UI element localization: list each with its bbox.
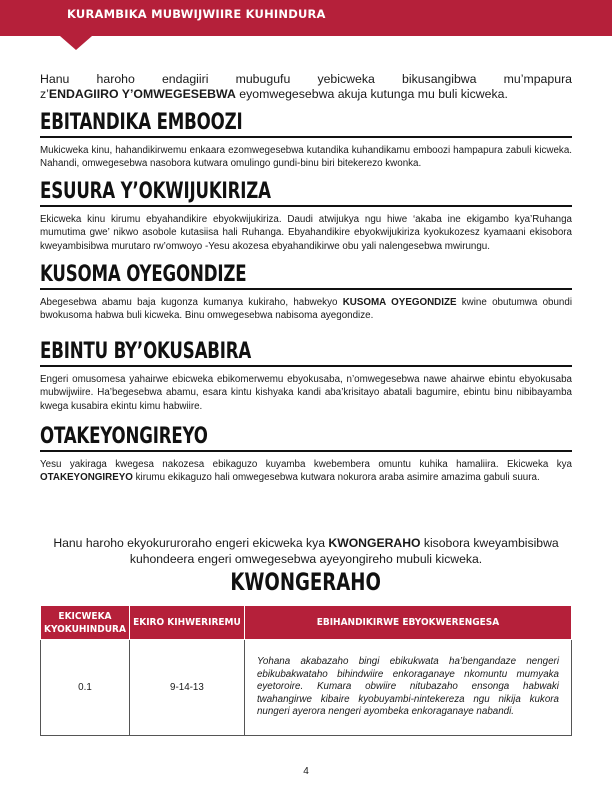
- section-heading: EBITANDIKA EMBOOZI: [40, 110, 243, 135]
- section-body: [40, 458, 572, 485]
- body-bold-term: OTAKEYONGIREYO: [40, 472, 133, 484]
- cell-section: 0.1: [41, 640, 130, 736]
- section-ebintu-by-okusabira: [40, 339, 572, 413]
- intro-suffix: eyomwegesebwa akuja kutunga mu buli kicweka.: [235, 87, 508, 101]
- header-banner: [0, 0, 612, 36]
- section-ebitandika-emboozi: [40, 110, 572, 171]
- table-row: [41, 640, 572, 736]
- table-header-row: [41, 606, 572, 640]
- section-kusoma-oyegondize: [40, 262, 572, 323]
- section-heading: OTAKEYONGIREYO: [40, 424, 208, 449]
- closing-prefix: Hanu haroho ekyokururoraho engeri ekicweka kya: [53, 536, 329, 550]
- section-divider: [40, 136, 572, 138]
- section-divider: [40, 288, 572, 290]
- body-prefix: Abegesebwa abamu baja kugonza kumanya kukiraho, habwekyo: [40, 297, 343, 308]
- section-body: Mukicweka kinu, hahandikirwemu enkaara ezomwegesebwa kutandika kuhandikamu emboozi hampapura zabuli kicweka. Nahandi, omwegesebwa nasobora kutwara omulingo gundi-binu biri bitekerezo kwonka.: [40, 145, 572, 170]
- section-heading: EBINTU BY’OKUSABIRA: [40, 339, 252, 364]
- intro-line-2: [40, 87, 508, 101]
- kwongeraho-title: KWONGERAHO: [230, 568, 382, 596]
- kwongeraho-table: [40, 605, 572, 736]
- closing-bold-term: KWONGERAHO: [328, 536, 421, 550]
- column-header-date: EKIRO KIHWERIREMU: [129, 606, 244, 640]
- page-number: 4: [303, 766, 309, 777]
- body-suffix: kirumu ekikaguzo hali omwegesebwa kutwara nokurora araba asimire amazima gabuli suura.: [132, 472, 540, 484]
- intro-line-1: Hanu haroho endagiiri mubugufu yebicweka bikusangibwa mu’mpapura: [40, 72, 572, 86]
- section-otakeyongireyo: [40, 424, 572, 485]
- closing-paragraph: [40, 536, 572, 567]
- body-suffix: kwine obutumwa obundi bwokusoma habwa buli kicweka. Binu omwegesebwa nabisoma ayegondize.: [40, 297, 572, 322]
- section-divider: [40, 365, 572, 367]
- column-header-section: EKICWEKA KYOKUHINDURA: [41, 606, 130, 640]
- closing-suffix: kisobora kweyambisibwa kuhondeera engeri omwegesebwa ayeyongireho mubuli kicweka.: [129, 536, 559, 566]
- cell-note: Yohana akabazaho bingi ebikukwata ha’bengandaze nengeri ebikubakwataho bihindwiire enkoraganaye nkomuntu mumyaka eyetoroire. Kumara obwiire nitubazaho ensonga habwaki twahangirwe kibaire kyobuyambi-nintekereza ngu nikija kukora nungeri ayerora nengeri ayombeka enkoraganaye nabandi.: [244, 640, 571, 736]
- column-header-notes: EBIHANDIKIRWE EBYOKWERENGESA: [244, 606, 571, 640]
- section-body: Engeri omusomesa yahairwe ebicweka ebikomerwemu ebyokusaba, n’omwegesebwa nawe ahairwe ebintu ebyokusaba mubwijwiire. Ha’begesebwa abamu, esara kintu kishyaka kandi aba’krisitayo abatali bagumire, ebintu binu nibibayamba kwega kusabira ekintu kimu habwiire.: [40, 374, 572, 412]
- intro-prefix: z’: [40, 87, 49, 101]
- kwongeraho-title-wrap: [0, 569, 612, 595]
- section-divider: [40, 205, 572, 207]
- banner-title: KURAMBIKA MUBWIJWIIRE KUHINDURA: [67, 7, 326, 21]
- section-body: [40, 296, 572, 323]
- section-body: Ekicweka kinu kirumu ebyahandikire ebyokwijukiriza. Daudi atwijukya ngu hiwe ‘akaba ine ekigambo kya’Ruhanga mumutima gwe’ nikwo asobole kutasiisa hali Ruhanga. Ebyahandikire ebyokwijukiriza kyokukozesz kyamaani ekisobora kweyambisibwa murutaro rw’omwoyo -Yesu akozesa ebyahandikirwe obu yali nalengesebwa mwirungu.: [40, 214, 572, 252]
- section-divider: [40, 450, 572, 452]
- intro-paragraph: [40, 72, 572, 102]
- section-heading: KUSOMA OYEGONDIZE: [40, 262, 247, 287]
- intro-bold-term: ENDAGIIRO Y’OMWEGESEBWA: [48, 87, 236, 101]
- body-prefix: Yesu yakiraga kwegesa nakozesa ebikaguzo kuyamba kwebembera omuntu kuhika hamaliira. Ekicweka kya: [40, 459, 572, 470]
- section-heading: ESUURA Y’OKWIJUKIRIZA: [40, 179, 271, 204]
- section-esuura-y-okwijukiriza: [40, 179, 572, 253]
- cell-date: 9-14-13: [129, 640, 244, 736]
- body-bold-term: KUSOMA OYEGONDIZE: [342, 297, 457, 308]
